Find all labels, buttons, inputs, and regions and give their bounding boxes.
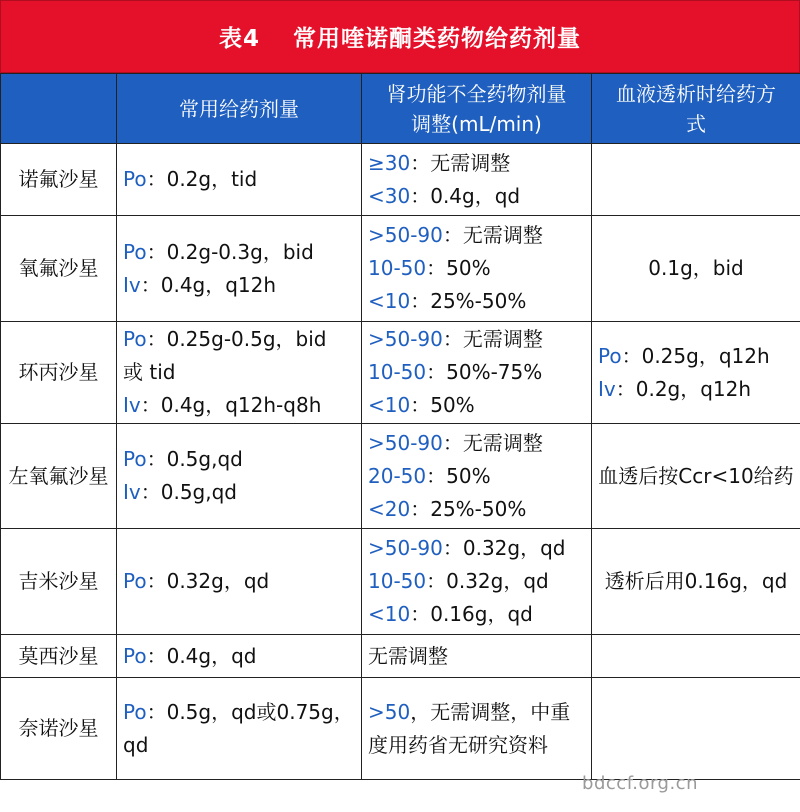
cell-line xyxy=(123,696,355,762)
cell-value: ：0.5g，qd或0.75g，qd xyxy=(123,699,354,757)
cell-value: ：0.5g,qd xyxy=(146,447,243,471)
renal-cell xyxy=(362,216,592,322)
cell-line xyxy=(368,356,585,389)
table-body xyxy=(1,144,800,780)
dialysis-cell xyxy=(592,322,800,424)
route-key: Po xyxy=(123,239,147,264)
cell-value: ：无需调整 xyxy=(410,150,511,175)
route-key: >50-90 xyxy=(368,327,443,351)
drug-name: 左氧氟沙星 xyxy=(1,424,117,529)
header-drug xyxy=(1,74,117,144)
route-key: <10 xyxy=(368,602,411,626)
cell-line xyxy=(368,389,585,422)
route-key: 10-50 xyxy=(368,360,427,384)
cell-value: ：0.25g，q12h xyxy=(621,343,770,368)
route-key: <30 xyxy=(368,183,411,208)
cell-value: ：25%-50% xyxy=(410,289,527,313)
cell-line xyxy=(368,532,585,565)
cell-value: ：0.4g，q12h xyxy=(140,272,277,297)
route-key: 10-50 xyxy=(368,569,427,593)
cell-value: ：0.4g，qd xyxy=(146,643,257,668)
header-dialysis-line2: 式 xyxy=(686,111,706,136)
table-row xyxy=(1,529,800,635)
drug-name: 莫西沙星 xyxy=(1,635,117,678)
route-key: Iv xyxy=(123,393,141,417)
cell-line xyxy=(368,598,585,631)
drug-name: 氧氟沙星 xyxy=(1,216,117,322)
route-key: Po xyxy=(123,167,147,191)
renal-cell xyxy=(362,635,592,678)
cell-line xyxy=(598,373,794,406)
quinolone-dosage-table xyxy=(0,73,800,780)
watermark: bdccf.org.cn xyxy=(582,773,698,794)
header-dialysis-line1: 血液透析时给药方 xyxy=(616,81,776,106)
cell-value: ：0.2g，q12h xyxy=(615,376,752,401)
table-row xyxy=(1,424,800,529)
cell-line xyxy=(368,640,585,673)
table-title: 表4 常用喹诺酮类药物给药剂量 xyxy=(0,0,800,73)
drug-name: 诺氟沙星 xyxy=(1,144,117,216)
cell-value: 透析后用0.16g，qd xyxy=(604,569,788,593)
dose-cell xyxy=(117,424,362,529)
header-renal-line2: 调整(mL/min) xyxy=(411,111,542,136)
renal-cell xyxy=(362,424,592,529)
renal-cell xyxy=(362,678,592,780)
header-dialysis xyxy=(592,74,800,144)
header-dose: 常用给药剂量 xyxy=(117,74,362,144)
cell-value: ：无需调整 xyxy=(442,430,543,455)
renal-cell xyxy=(362,322,592,424)
drug-name: 奈诺沙星 xyxy=(1,678,117,780)
table-row xyxy=(1,216,800,322)
renal-cell xyxy=(362,529,592,635)
dose-cell xyxy=(117,216,362,322)
cell-value: ：0.2g，tid xyxy=(146,167,258,191)
header-renal xyxy=(362,74,592,144)
dialysis-cell xyxy=(592,529,800,635)
cell-line xyxy=(123,476,355,509)
cell-value: 0.1g，bid xyxy=(648,256,744,280)
cell-value: ：0.4g，qd xyxy=(410,183,521,208)
dose-cell xyxy=(117,322,362,424)
cell-line xyxy=(368,147,585,180)
dialysis-cell xyxy=(592,424,800,529)
header-renal-line1: 肾功能不全药物剂量 xyxy=(386,81,567,106)
dose-cell xyxy=(117,144,362,216)
table-row xyxy=(1,322,800,424)
cell-line xyxy=(368,285,585,318)
cell-value: ：无需调整 xyxy=(442,327,543,351)
cell-line xyxy=(368,427,585,460)
cell-line xyxy=(123,443,355,476)
cell-line xyxy=(368,696,585,762)
cell-value: ：0.32g，qd xyxy=(146,569,270,593)
cell-line xyxy=(123,269,355,302)
drug-name: 吉米沙星 xyxy=(1,529,117,635)
cell-value: ：0.5g,qd xyxy=(140,480,237,504)
cell-line xyxy=(123,356,355,389)
cell-line xyxy=(368,323,585,356)
table-row xyxy=(1,635,800,678)
route-key: >50-90 xyxy=(368,536,443,560)
cell-line xyxy=(123,163,355,196)
cell-line xyxy=(368,252,585,285)
dose-cell xyxy=(117,635,362,678)
dose-cell xyxy=(117,678,362,780)
route-key: >50 xyxy=(368,699,411,724)
cell-line xyxy=(123,323,355,356)
cell-line xyxy=(123,640,355,673)
cell-line xyxy=(368,493,585,526)
route-key: >50-90 xyxy=(368,223,443,247)
dialysis-cell xyxy=(592,144,800,216)
cell-value: ：0.32g，qd xyxy=(426,569,549,593)
dialysis-cell xyxy=(592,216,800,322)
cell-value: ：无需调整 xyxy=(442,223,543,247)
cell-value: ：50% xyxy=(426,256,491,280)
route-key: >50-90 xyxy=(368,430,443,455)
cell-value: ：50% xyxy=(410,393,475,417)
route-key: <10 xyxy=(368,289,411,313)
route-key: Iv xyxy=(598,376,616,401)
cell-value: ：0.4g，q12h-q8h xyxy=(140,393,322,417)
cell-line xyxy=(368,219,585,252)
cell-value: ：0.32g，qd xyxy=(442,536,566,560)
table-row xyxy=(1,678,800,780)
cell-line xyxy=(123,389,355,422)
cell-line xyxy=(123,236,355,269)
cell-line xyxy=(598,460,794,493)
route-key: 10-50 xyxy=(368,256,427,280)
cell-value: ：50%-75% xyxy=(426,360,543,384)
renal-cell xyxy=(362,144,592,216)
drug-name: 环丙沙星 xyxy=(1,322,117,424)
cell-value: ，无需调整，中重度用药省无研究资料 xyxy=(368,699,571,757)
route-key: Po xyxy=(123,327,147,351)
route-key: Iv xyxy=(123,480,141,504)
cell-line xyxy=(598,565,794,598)
dialysis-cell xyxy=(592,635,800,678)
route-key: Po xyxy=(598,343,622,368)
route-key: Iv xyxy=(123,272,141,297)
header-row xyxy=(1,74,800,144)
dialysis-cell xyxy=(592,678,800,780)
cell-line xyxy=(123,565,355,598)
route-key: <10 xyxy=(368,393,411,417)
cell-value: ：25%-50% xyxy=(410,496,527,521)
route-key: 20-50 xyxy=(368,463,427,488)
route-key: Po xyxy=(123,699,147,724)
cell-value: ：0.16g，qd xyxy=(410,602,533,626)
cell-value: ：0.2g-0.3g，bid xyxy=(146,239,314,264)
cell-line xyxy=(598,340,794,373)
cell-value: 无需调整 xyxy=(368,643,448,668)
cell-value: 血透后按Ccr<10给药 xyxy=(598,463,794,488)
cell-value: 或 tid xyxy=(123,360,176,384)
route-key: ≥30 xyxy=(368,150,411,175)
dose-cell xyxy=(117,529,362,635)
cell-value: ：50% xyxy=(426,463,491,488)
cell-line xyxy=(368,565,585,598)
cell-value: ：0.25g-0.5g，bid xyxy=(146,327,327,351)
route-key: <20 xyxy=(368,496,411,521)
cell-line xyxy=(598,252,794,285)
cell-line xyxy=(368,180,585,213)
route-key: Po xyxy=(123,569,147,593)
cell-line xyxy=(368,460,585,493)
route-key: Po xyxy=(123,447,147,471)
table-row xyxy=(1,144,800,216)
route-key: Po xyxy=(123,643,147,668)
